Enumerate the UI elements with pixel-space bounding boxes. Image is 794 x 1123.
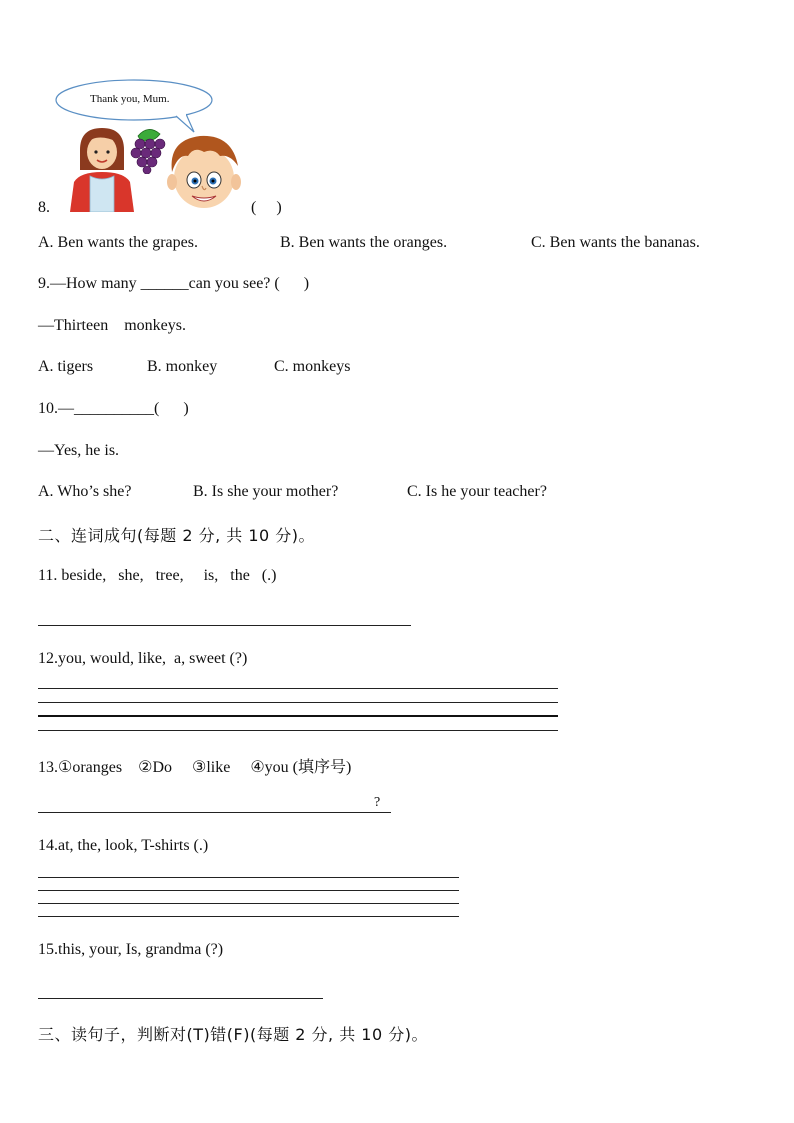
q12-line [38, 702, 558, 703]
q12-line [38, 688, 558, 689]
q14-line [38, 903, 459, 904]
q15-prompt: 15.this, your, Is, grandma (?) [38, 941, 224, 958]
q8-number: 8. [38, 199, 50, 216]
q8-illustration [54, 78, 244, 214]
q12-prompt: 12.you, would, like, a, sweet (?) [38, 650, 248, 667]
q13-answer-line[interactable] [38, 812, 391, 813]
q10-option-c[interactable]: C. Is he your teacher? [407, 483, 547, 500]
q11-answer-line[interactable] [38, 625, 411, 626]
q9-option-b[interactable]: B. monkey [147, 358, 218, 375]
q10-question: 10.—__________( ) [38, 400, 189, 417]
q13-question-mark: ? [374, 795, 381, 810]
q9-option-a[interactable]: A. tigers [38, 358, 94, 375]
q13-prompt: 13.①oranges ②Do ③like ④you (填序号) [38, 759, 352, 776]
q8-option-a[interactable]: A. Ben wants the grapes. [38, 234, 198, 251]
q9-question: 9.—How many ______can you see? ( ) [38, 275, 310, 292]
q12-line [38, 715, 558, 717]
q9-option-c[interactable]: C. monkeys [274, 358, 351, 375]
q8-option-b[interactable]: B. Ben wants the oranges. [280, 234, 448, 251]
grapes-icon [128, 126, 168, 174]
q8-answer-paren[interactable]: ( ) [251, 199, 282, 216]
q15-answer-line[interactable] [38, 998, 323, 999]
q8-option-c[interactable]: C. Ben wants the bananas. [531, 234, 700, 251]
q14-prompt: 14.at, the, look, T-shirts (.) [38, 837, 209, 854]
section-3-heading: 三、读句子，判断对(T)错(F)(每题 2 分, 共 10 分)。 [38, 1025, 428, 1044]
q10-option-b[interactable]: B. Is she your mother? [193, 483, 339, 500]
q14-line [38, 916, 459, 917]
section-2-heading: 二、连词成句(每题 2 分, 共 10 分)。 [38, 526, 316, 545]
q11-prompt: 11. beside, she, tree, is, the (.) [38, 567, 277, 584]
q12-line [38, 730, 558, 731]
q10-answer: —Yes, he is. [38, 442, 120, 459]
q14-line [38, 877, 459, 878]
boy-icon [166, 132, 242, 214]
speech-bubble-text: Thank you, Mum. [90, 93, 170, 105]
q14-line [38, 890, 459, 891]
q10-option-a[interactable]: A. Who’s she? [38, 483, 132, 500]
q9-answer: —Thirteen monkeys. [38, 317, 186, 334]
